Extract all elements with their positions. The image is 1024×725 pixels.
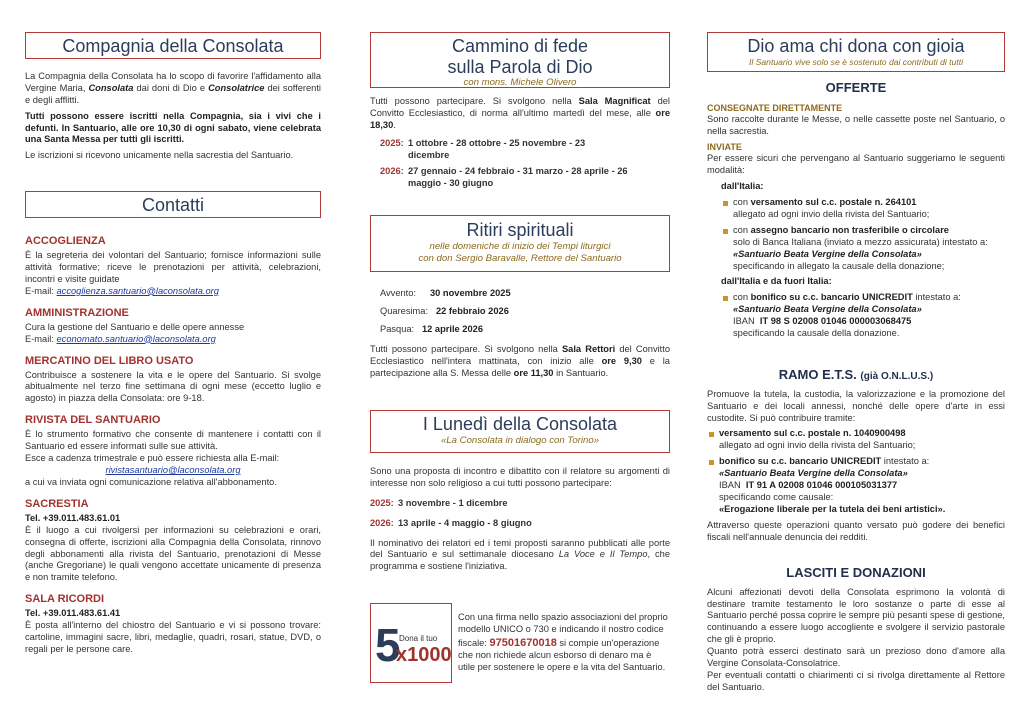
ricordi-text: È posta all'interno del chiostro del Santuario e vi si possono trovare: cartoline, immagini sacre, libri, medaglie, quadri, rosari, statue, DVD, o regali per le persone care. (25, 620, 321, 654)
amministrazione-heading: AMMINISTRAZIONE (25, 306, 129, 319)
compagnia-intro: La Compagnia della Consolata ha lo scopo di favorire l'affidamento alla Vergine Maria, Consolata dai doni di Dio e Consolatrice dei sofferenti e degli afflitti. (25, 71, 321, 105)
rivista-text2: Esce a cadenza trimestrale e può essere richiesta alla E-mail: (25, 453, 280, 464)
ramo-heading: RAMO E.T.S. (già O.N.L.U.S.) (778, 367, 934, 382)
cinque-dona-label: Dona il tuo (399, 634, 438, 643)
contatti-body (25, 234, 321, 660)
cammino-intro: Tutti possono partecipare. Si svolgono nella Sala Magnificat del Convitto Ecclesiastico, di norma all'ultimo martedì del mese, alle ore 18,30. (370, 96, 670, 130)
lunedi-dates-2025: 2025: 3 novembre - 1 dicembre (370, 497, 508, 508)
lunedi-title: I Lunedì della Consolata (422, 414, 618, 434)
dio-subtitle: Il Santuario vive solo se è sostenuto dai contributi di tutti (748, 56, 963, 67)
column-left (25, 0, 321, 725)
ritiri-quaresima: Quaresima: 22 febbraio 2026 (380, 305, 509, 316)
ramo-section (707, 367, 1005, 547)
lasciti-text-1: Alcuni affezionati devoti della Consolata esprimono la volontà di destinare tramite testamento le loro sostanze o parte di esse al Santuario perché possa coprire le sempre più pesanti spese di gestione, continuando a essere luogo accogliente e svolgere il servizio pastorale che gli è proprio. (707, 586, 1005, 645)
compagnia-iscritti: Tutti possono essere iscritti nella Compagnia, sia i vivi che i defunti. In Santuario, alle ore 10,30 di ogni sabato, viene celebrata una Santa Messa per tutti gli iscritti. (25, 110, 321, 145)
cammino-title-line1: Cammino di fede (451, 36, 589, 56)
dall-italia-label: dall'Italia: (721, 181, 764, 192)
cinque-per-mille-box (370, 603, 452, 683)
dio-title-box (707, 32, 1005, 72)
offerte-list-italia (707, 197, 1005, 272)
column-middle (370, 0, 670, 725)
lunedi-intro: Sono una proposta di incontro e dibattito con il relatore su argomenti di interesse non solo religioso a cui tutti possono partecipare: (370, 466, 670, 488)
ramo-bullet-postale: versamento sul c.c. postale n. 1040900498 allegato ad ogni invio della rivista del Santuario; (707, 428, 1005, 452)
ramo-list (707, 428, 1005, 515)
inviate-heading: INVIATE (707, 141, 742, 152)
cinque-text: Con una firma nello spazio associazioni del proprio modello UNICO o 730 e indicando il nostro codice fiscale: 97501670018 si compie un'operazione che non richiede alcun esborso di denaro ma è utile per sostenere le opere e la vita del Santuario. (458, 612, 668, 672)
cammino-title-line2: sulla Parola di Dio (447, 56, 593, 77)
dall-estero-label: dall'Italia e da fuori Italia: (721, 276, 832, 287)
lunedi-subtitle: «La Consolata in dialogo con Torino» (440, 434, 600, 446)
amministrazione-email-link[interactable]: economato.santuario@laconsolata.org (56, 333, 216, 344)
offerte-bullet-postale: con versamento sul c.c. postale n. 264101 allegato ad ogni invio della rivista del Santuario; (721, 197, 1005, 221)
rivista-heading: RIVISTA DEL SANTUARIO (25, 414, 161, 427)
rivista-text3: a cui va inviata ogni comunicazione relativa all'abbonamento. (25, 476, 277, 487)
lasciti-heading: LASCITI E DONAZIONI (786, 565, 926, 580)
ritiri-subtitle-2: con don Sergio Baravalle, Rettore del Santuario (418, 252, 622, 264)
contatti-title-box (25, 191, 321, 218)
lunedi-relatori: Il nominativo dei relatori ed i temi proposti saranno pubblicati alle porte del Santuario e sul settimanale diocesano La Voce e Il Tempo, che programma e sostiene l'iniziativa. (370, 537, 671, 572)
lasciti-text-3: Per eventuali contatti o chiarimenti ci si rivolga direttamente al Rettore del Santuario. (707, 669, 1005, 692)
sacrestia-text: È il luogo a cui rivolgersi per informazioni su celebrazioni e orari, consegna di offerte, iscrizioni alla Compagnia della Consolata, rinnovo degli abbonamenti alla rivista del Santuario, prenotazioni di Messe (anche Gregoriane) le quali vengono accettate unicamente di presenza e non tramite telefono. (25, 524, 321, 583)
rivista-email-link[interactable]: rivistasantuario@laconsolata.org (105, 465, 241, 475)
mercatino-heading: MERCATINO DEL LIBRO USATO (25, 354, 194, 367)
rivista-text1: È lo strumento formativo che consente di mantenere i contatti con il Santuario ed essere informati sulle sue attività. (25, 429, 321, 452)
contatti-title: Contatti (141, 195, 205, 215)
cinque-x1000: x1000 (396, 644, 452, 666)
ritiri-body (370, 344, 670, 384)
cinque-big-number: 5 (375, 619, 401, 671)
accoglienza-text: È la segreteria dei volontari del Santuario; fornisce informazioni sulle attività formative; riceve le prenotazioni per attività, celebrazioni, incontri e visite guidate (25, 250, 321, 284)
ritiri-title: Ritiri spirituali (466, 220, 574, 240)
compagnia-title-box (25, 32, 321, 59)
sacrestia-heading: SACRESTIA (25, 497, 89, 510)
column-right (707, 0, 1005, 725)
offerte-bullet-bonifico: con bonifico su c.c. bancario UNICREDIT intestato a: «Santuario Beata Vergine della Consolata» IBAN IT 98 S 02008 01046 000003068475 specificando la causale della donazione. (721, 292, 1005, 340)
mercatino-text: Contribuisce a sostenere la vita e le opere del Santuario. Si svolge abitualmente nel terzo fine settimana di ogni mese (eccetto luglio e agosto) in piazza della Consolata: ore 9-18. (25, 369, 321, 404)
rivista-email-line (25, 465, 321, 477)
cammino-dates-2025: 2025: 1 ottobre - 28 ottobre - 25 novembre - 23 dicembre (380, 137, 586, 160)
dio-title: Dio ama chi dona con gioia (747, 36, 965, 56)
inviate-text: Per essere sicuri che pervengano al Santuario suggeriamo le seguenti modalità: (707, 153, 1005, 176)
cammino-subtitle: con mons. Michele Olivero (463, 77, 577, 89)
ramo-bullet-bonifico: bonifico su c.c. bancario UNICREDIT intestato a: «Santuario Beata Vergine della Consolata» IBAN IT 91 A 02008 01046 000105031377 specificando come causale: «Erogazione liberale per la tutela dei beni artistici». (707, 456, 1005, 515)
sacrestia-phone: Tel. +39.011.483.61.01 (25, 512, 121, 523)
ritiri-subtitle-1: nelle domeniche di inizio dei Tempi liturgici (429, 240, 611, 252)
lunedi-title-box (370, 410, 670, 453)
compagnia-body (25, 71, 321, 166)
ritiri-avvento: Avvento: 30 novembre 2025 (380, 288, 511, 298)
consegnate-heading: CONSEGNATE DIRETTAMENTE (707, 102, 843, 113)
cammino-dates-2026: 2026: 27 gennaio - 24 febbraio - 31 marzo - 28 aprile - 26 maggio - 30 giugno (380, 166, 628, 189)
amministrazione-email-line: E-mail: economato.santuario@laconsolata.org (25, 333, 216, 344)
accoglienza-email-line: E-mail: accoglienza.santuario@laconsolata.org (25, 285, 219, 296)
cinque-text-block (458, 612, 670, 678)
ramo-intro: Promuove la tutela, la custodia, la valorizzazione e la promozione del Santuario e dei locali annessi, nonché delle opere d'arte in essi custodite. Si può contribuire tramite: (707, 388, 1005, 423)
lunedi-dates-2026: 2026: 13 aprile - 4 maggio - 8 giugno (370, 517, 532, 528)
cammino-body (370, 96, 670, 190)
accoglienza-email-link[interactable]: accoglienza.santuario@laconsolata.org (56, 285, 219, 296)
amministrazione-text: Cura la gestione del Santuario e delle opere annesse (25, 321, 245, 332)
ramo-benefici: Attraverso queste operazioni quanto versato può godere dei benefici fiscali nell'annuale denuncia dei redditi. (707, 519, 1005, 542)
offerte-bullet-assegno: con assegno bancario non trasferibile o circolare solo di Banca Italiana (inviato a mezzo assicurata) intestato a: «Santuario Beata Vergine della Consolata» specificando in allegato la causale della donazione; (721, 225, 1005, 273)
ritiri-title-box (370, 215, 670, 272)
ricordi-phone: Tel. +39.011.483.61.41 (25, 608, 121, 619)
ricordi-heading: SALA RICORDI (25, 593, 105, 606)
consegnate-text: Sono raccolte durante le Messe, o nelle cassette poste nel Santuario, o nella sacrestia. (707, 114, 1005, 137)
offerte-list-estero (707, 292, 1005, 340)
ritiri-text: Tutti possono partecipare. Si svolgono nella Sala Rettori del Convitto Ecclesiastico nell'intera mattinata, con inizio alle ore 9,30 e la partecipazione alla S. Messa delle ore 11,30 in Santuario. (370, 344, 670, 378)
cammino-title-box (370, 32, 670, 88)
offerte-heading: OFFERTE (825, 80, 887, 95)
accoglienza-heading: ACCOGLIENZA (25, 235, 106, 247)
codice-fiscale: 97501670018 (489, 636, 557, 649)
lasciti-text-2: Quanto potrà esserci destinato sarà un prezioso dono d'amore alla Vergine Consolata-Consolatrice. (707, 646, 1005, 668)
lasciti-section (707, 565, 1005, 698)
ritiri-dates (370, 288, 670, 336)
offerte-section (707, 80, 1005, 344)
lunedi-body (370, 466, 670, 577)
compagnia-iscrizioni: Le iscrizioni si ricevono unicamente nella sacrestia del Santuario. (25, 150, 294, 161)
compagnia-title: Compagnia della Consolata (62, 36, 284, 56)
ritiri-pasqua: Pasqua: 12 aprile 2026 (380, 323, 483, 334)
